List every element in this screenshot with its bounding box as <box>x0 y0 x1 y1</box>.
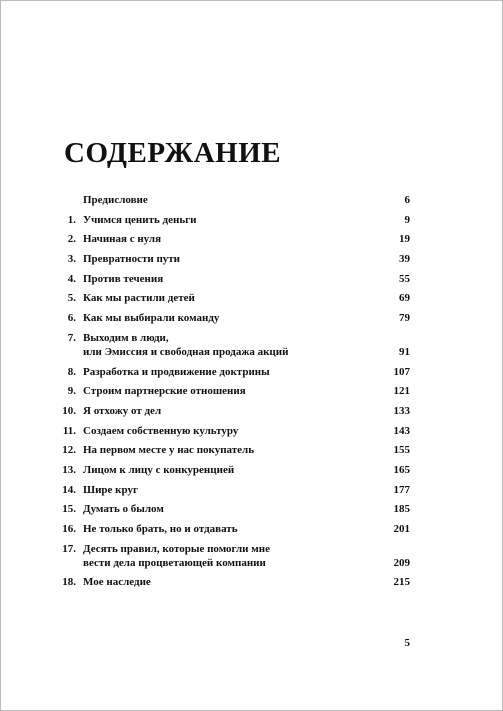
toc-entry-number: 5. <box>67 292 76 305</box>
toc-entry-number: 7. <box>67 331 76 344</box>
toc-entry-page: 91 <box>399 345 410 358</box>
toc-entry-title <box>83 193 370 207</box>
toc-entry-number: 8. <box>67 365 76 378</box>
toc-entry-title <box>83 424 370 438</box>
toc-entry-title <box>83 443 370 457</box>
toc-entry-title-line: Превратности пути <box>83 253 181 266</box>
toc-entry-page: 185 <box>393 503 410 516</box>
toc-entry-title <box>83 232 370 246</box>
toc-entry-title-line: Создаем собственную культуру <box>83 424 239 437</box>
toc-entry-title <box>83 384 370 398</box>
toc-entry-page: 107 <box>393 365 410 378</box>
toc-entry-title-line: Начиная с нуля <box>83 233 162 246</box>
page-number: 5 <box>404 637 410 649</box>
toc-entry <box>58 213 410 227</box>
toc-entry-title <box>83 542 370 570</box>
toc-entry-title <box>83 575 370 589</box>
toc-entry-title-line: Думать о былом <box>83 503 164 516</box>
toc-entry-title <box>83 365 370 379</box>
toc-entry-number: 18. <box>62 576 76 589</box>
toc-entry-title <box>83 311 370 325</box>
toc-entry-number: 15. <box>62 503 76 516</box>
toc-entry-number: 4. <box>67 272 76 285</box>
toc-entry <box>58 404 410 418</box>
toc-entry-title-line: Строим партнерские отношения <box>83 385 246 398</box>
toc-entry <box>58 463 410 477</box>
toc-entry-page: 143 <box>393 424 410 437</box>
toc-entry <box>58 365 410 379</box>
page-title: СОДЕРЖАНИЕ <box>64 137 282 169</box>
toc-entry-page: 209 <box>393 556 410 569</box>
toc-entry-title-line: или Эмиссия и свободная продажа акций <box>83 345 289 358</box>
toc-entry <box>58 193 410 207</box>
toc-entry <box>58 424 410 438</box>
toc-entry <box>58 575 410 589</box>
toc-entry-title-line: Как мы растили детей <box>83 292 195 305</box>
toc-entry-number: 11. <box>62 424 76 437</box>
toc-entry-title-line: Как мы выбирали команду <box>83 312 220 325</box>
toc-entry-title-line: Не только брать, но и отдавать <box>83 523 238 535</box>
toc-entry-number: 10. <box>62 404 76 417</box>
toc-entry-page: 155 <box>393 444 410 457</box>
toc-entry-title <box>83 502 370 516</box>
toc-entry-page: 121 <box>393 385 410 398</box>
toc-entry-title <box>83 252 370 266</box>
table-of-contents <box>58 193 410 595</box>
toc-entry-title <box>83 213 370 227</box>
toc-entry-number: 3. <box>67 253 76 266</box>
toc-entry-page: 215 <box>393 576 410 589</box>
toc-entry-number: 6. <box>67 312 76 325</box>
toc-entry <box>58 272 410 286</box>
toc-entry-page: 79 <box>399 312 410 325</box>
toc-entry <box>58 483 410 497</box>
toc-entry-number: 13. <box>62 463 76 476</box>
toc-entry-page: 201 <box>393 523 410 535</box>
toc-entry-title-line: Мое наследие <box>83 576 151 589</box>
toc-entry-number: 16. <box>62 523 76 535</box>
toc-entry-title-line: Учимся ценить деньги <box>83 213 197 226</box>
toc-entry-title-line: Лицом к лицу с конкуренцией <box>83 463 235 476</box>
toc-entry-page: 6 <box>404 194 410 206</box>
toc-entry-title-line: На первом месте у нас покупатель <box>83 444 255 457</box>
toc-entry-title <box>83 522 370 536</box>
toc-entry-title-line: Против течения <box>83 272 164 285</box>
toc-entry-page: 165 <box>393 463 410 476</box>
toc-entry-page: 69 <box>399 292 410 305</box>
toc-entry-title-line: Предисловие <box>83 194 148 206</box>
toc-entry-number: 1. <box>67 213 76 226</box>
toc-entry-title-line: вести дела процветающей компании <box>83 556 266 569</box>
toc-entry-number: 9. <box>67 385 76 398</box>
toc-entry-title <box>83 291 370 305</box>
toc-entry <box>58 542 410 570</box>
toc-entry-title-line: Я отхожу от дел <box>83 404 162 417</box>
toc-entry <box>58 291 410 305</box>
toc-entry <box>58 311 410 325</box>
toc-entry-number: 17. <box>62 542 76 555</box>
toc-entry-page: 9 <box>404 213 410 226</box>
toc-entry-title <box>83 483 370 497</box>
toc-entry-title <box>83 404 370 418</box>
toc-entry <box>58 252 410 266</box>
toc-entry-number: 12. <box>62 444 76 457</box>
toc-entry-number: 14. <box>62 483 76 496</box>
toc-entry <box>58 502 410 516</box>
toc-entry <box>58 522 410 536</box>
toc-entry-title-line: Шире круг <box>83 483 138 496</box>
toc-entry-title-line: Выходим в люди, <box>83 331 169 344</box>
toc-entry-number: 2. <box>67 233 76 246</box>
toc-entry-title-line: Десять правил, которые помогли мне <box>83 542 270 555</box>
toc-entry <box>58 384 410 398</box>
toc-entry-page: 177 <box>393 483 410 496</box>
toc-entry-title-line: Разработка и продвижение доктрины <box>83 365 270 378</box>
toc-entry-page: 133 <box>393 404 410 417</box>
toc-entry-title <box>83 331 370 359</box>
toc-entry-title <box>83 463 370 477</box>
toc-entry-page: 39 <box>399 253 410 266</box>
toc-entry <box>58 443 410 457</box>
toc-entry-page: 55 <box>399 272 410 285</box>
toc-entry <box>58 232 410 246</box>
toc-entry-title <box>83 272 370 286</box>
toc-entry <box>58 331 410 359</box>
toc-entry-page: 19 <box>399 233 410 246</box>
